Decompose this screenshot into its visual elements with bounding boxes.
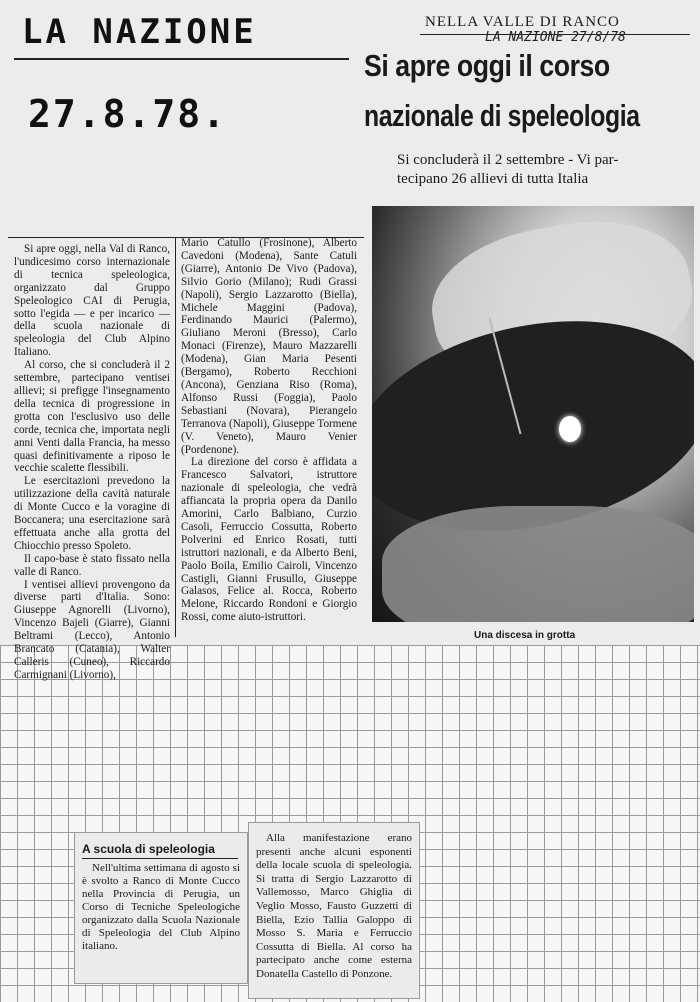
bottom-right-text: Alla manifestazione erano presenti anche alcuni esponenti della locale scuola di speleologia. Si tratta di Sergio Lazzarotto di Vallemosso, Marco Ghiglia di Veglio Mosso, Fausto Guzzetti di Biella, Ezio Tallia Galoppo di Mosso S. Maria e Ferruccio Cossutta di Biella. Al corso ha partecipato anche come esterna Donatella Castello di Ponzone. (256, 832, 412, 980)
photo-caption: Una discesa in grotta (474, 630, 576, 641)
handwritten-newspaper-name: LA NAZIONE (22, 12, 257, 52)
headline-line-2: nazionale di speleologia (364, 98, 640, 133)
paragraph: I ventisei allievi provengono da diverse parti d'Italia. Sono: Giuseppe Agnorelli (Livorno), Vincenzo Bajeli (Giarre), Gianni Beltrami (Lecco), Antonio Brancato (Catania), Walter Calleris (Cuneo), Riccardo Carmignani (Livorno), (14, 578, 170, 681)
article-column-2 (181, 237, 357, 624)
paragraph: La direzione del corso è affidata a Francesco Salvatori, istruttore nazionale di speleologia, che vedrà affiancata la propria opera da Danilo Amorini, Carlo Balbiano, Curzio Casoli, Ferruccio Cossutta, Roberto Polverini ed Enrico Rosati, tutti istruttori nazionali, e da Alberto Beni, Paolo Boila, Emilio Cairoli, Vincenzo Castigli, Gianni Frusullo, Giuseppe Galasos, Felice al. Rocca, Roberto Melone, Riccardo Rondoni e Giorgio Rossi, come aiuto-istruttori. (181, 456, 357, 624)
paragraph: Le esercitazioni prevedono la utilizzazione della cavità naturale di Monte Cucco e la voragine di Boccanera; una esercitazione sarà effettuata anche alla grotta del Chiocchio presso Spoleto. (14, 475, 170, 552)
helmet-lamp (559, 416, 581, 442)
kicker: NELLA VALLE DI RANCO (425, 14, 620, 30)
column-divider (175, 237, 176, 637)
bottom-left-text: Nell'ultima settimana di agosto si è svolto a Ranco di Monte Cucco nella Provincia di Perugia, un Corso di Tecniche Speleologiche organizzato dalla Scuola Nazionale di Speleologia del Club Alpino italiano. (82, 862, 240, 952)
paragraph: Mario Catullo (Frosinone), Alberto Cavedoni (Modena), Sante Catuli (Giarre), Antonio De Vivo (Padova), Silvio Gorio (Milano); Rudi Grassi (Napoli), Sergio Lazzarotto (Biella), Michele Maggini (Padova), Ferdinando Maurici (Palermo), Giuliano Meroni (Bresso), Carlo Monaci (Firenze), Mauro Mazzarelli (Modena), Gian Maria Pesenti (Bergamo), Roberto Recchioni (Ancona), Genziana Riso (Roma), Alfonso Russi (Foggia), Paolo Sebastiani (Novara), Pierangelo Terranova (Napoli), Giuseppe Tormene (V. Veneto), Mauro Venier (Pordenone). (181, 237, 357, 456)
paragraph: Il capo-base è stato fissato nella valle di Ranco. (14, 552, 170, 578)
subhead-line-2: tecipano 26 allievi di tutta Italia (397, 171, 589, 187)
bottom-title-rule (82, 858, 238, 859)
subhead-line-1: Si concluderà il 2 settembre - Vi par- (397, 152, 619, 168)
bottom-title: A scuola di speleologia (82, 842, 215, 856)
margin-note: LA NAZIONE 27/8/78 (485, 30, 626, 45)
handwritten-underline (14, 58, 349, 60)
handwritten-date: 27.8.78. (28, 92, 228, 136)
headline-line-1: Si apre oggi il corso (364, 48, 610, 83)
paragraph: Si apre oggi, nella Val di Ranco, l'undicesimo corso internazionale di tecnica speleologica, organizzato dal Gruppo Speleologico CAI di Perugia, sotto l'egida — e per incarico — della scuola nazionale di speleologia del Club Alpino Italiano. (14, 243, 170, 359)
paragraph: Al corso, che si concluderà il 2 settembre, partecipano ventisei allievi; si prefigge l'insegnamento della tecnica di progressione in grotta con l'esclusivo uso delle corde, tecnica che, importata negli anni Venti dalla Francia, ha messo quasi definitivamente a riposo le vecchie scalette flessibili. (14, 359, 170, 475)
article-column-1 (14, 243, 170, 682)
cave-photo (372, 206, 694, 622)
